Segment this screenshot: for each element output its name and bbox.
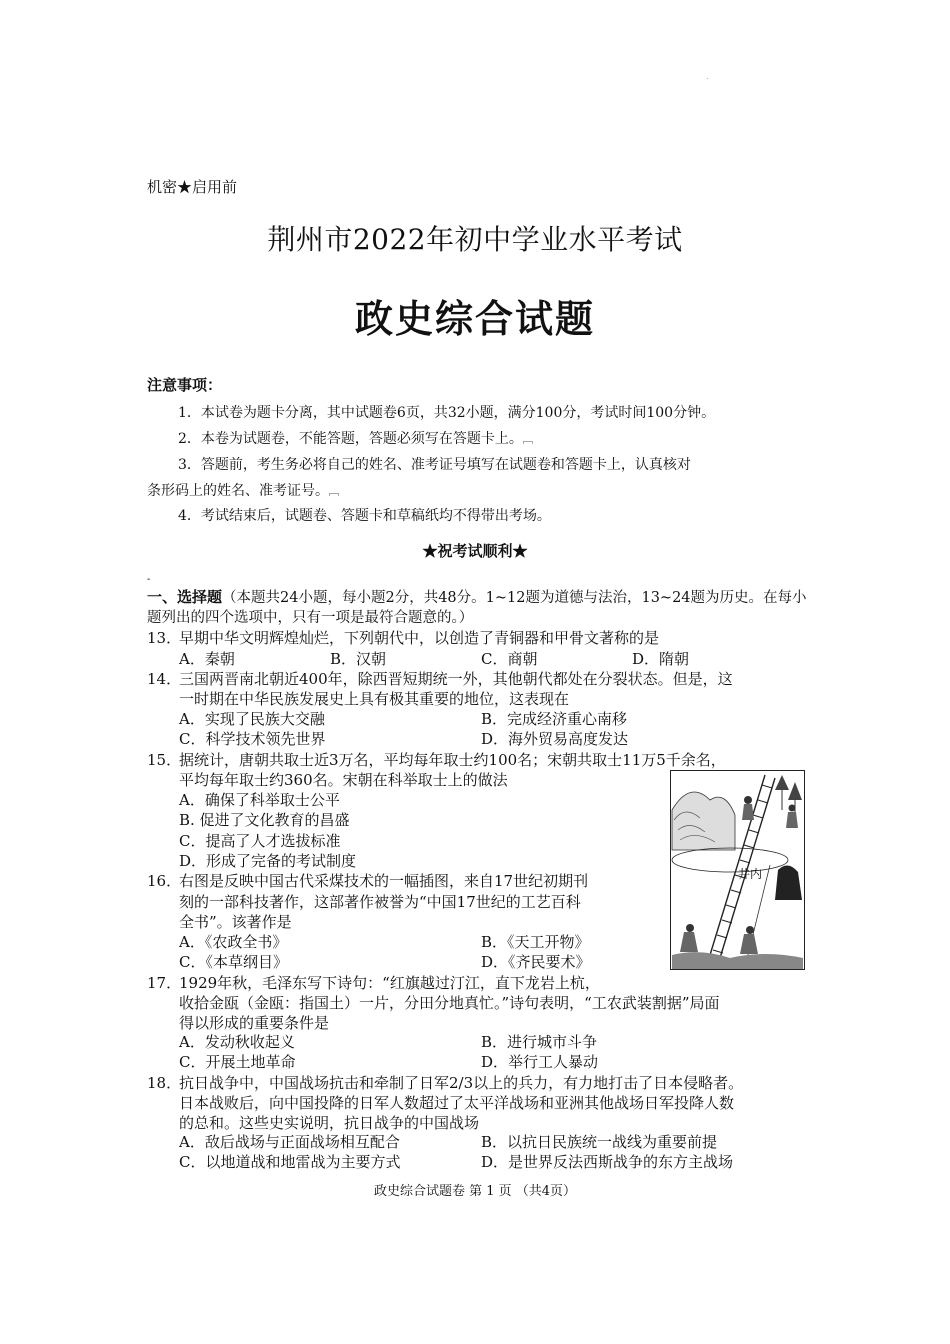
option: C．《本草纲目》 bbox=[179, 953, 288, 971]
question-number: 18． bbox=[147, 1074, 182, 1092]
option: B．以抗日民族统一战线为重要前提 bbox=[481, 1133, 718, 1151]
question-stem: 平均每年取士约360名。宋朝在科举取士上的做法 bbox=[179, 771, 508, 789]
question-stem: 全书”。该著作是 bbox=[179, 913, 292, 931]
option: D．海外贸易高度发达 bbox=[481, 730, 629, 748]
notice-item: 2．本卷为试题卷，不能答题，答题必须写在答题卡上。﹇ bbox=[178, 431, 533, 447]
option: C．提高了人才选拔标准 bbox=[179, 832, 341, 850]
question-number: 15． bbox=[147, 751, 182, 769]
question-number: 14． bbox=[147, 670, 182, 688]
exam-title: 荆州市2022年初中学业水平考试 bbox=[267, 223, 683, 256]
option: B．汉朝 bbox=[330, 650, 387, 668]
coal-mining-illustration bbox=[670, 770, 805, 970]
notice-item: 3．答题前，考生务必将自己的姓名、准考证号填写在试题卷和答题卡上，认真核对 bbox=[178, 457, 691, 473]
question-stem: 据统计，唐朝共取士近3万名，平均每年取士约100名；宋朝共取士11万5千余名， bbox=[179, 751, 726, 769]
question-stem: 右图是反映中国古代采煤技术的一幅插图，来自17世纪初期刊 bbox=[179, 872, 589, 890]
question-number: 13． bbox=[147, 629, 182, 647]
option: C．商朝 bbox=[481, 650, 538, 668]
question-stem: 1929年秋，毛泽东写下诗句：“红旗越过汀江，直下龙岩上杭， bbox=[179, 974, 600, 992]
notice-item: 1．本试卷为题卡分离，其中试题卷6页，共32小题，满分100分，考试时间100分钟。 bbox=[178, 405, 716, 421]
option: D．隋朝 bbox=[632, 650, 690, 668]
option: C．开展土地革命 bbox=[179, 1053, 296, 1071]
question-stem: 一时期在中华民族发展史上具有极其重要的地位，这表现在 bbox=[179, 690, 570, 708]
question-stem: 收拾金瓯（金瓯：指国土）一片，分田分地真忙。”诗句表明，“工农武装割据”局面 bbox=[179, 994, 720, 1012]
option: C．科学技术领先世界 bbox=[179, 730, 326, 748]
option: A．实现了民族大交融 bbox=[179, 710, 325, 728]
wish-banner: ★祝考试顺利★ bbox=[422, 542, 528, 560]
section-heading: 一、选择题（本题共24小题，每小题2分，共48分。1~12题为道德与法治，13~24题为历史。在每小题列出的四个选项中，只有一项是最符合题意的。） bbox=[147, 588, 807, 626]
page-footer: 政史综合试题卷 第 1 页 （共4页） bbox=[373, 1184, 577, 1199]
question-stem: 日本战败后，向中国投降的日军人数超过了太平洋战场和亚洲其他战场日军投降人数 bbox=[179, 1094, 735, 1112]
question-stem: 得以形成的重要条件是 bbox=[179, 1014, 330, 1032]
question-stem: 刻的一部科技著作，这部著作被誉为“中国17世纪的工艺百科 bbox=[179, 893, 581, 911]
question-number: 17． bbox=[147, 974, 182, 992]
option: D．举行工人暴动 bbox=[481, 1053, 599, 1071]
figure-label: 井内 bbox=[738, 867, 763, 881]
option: A．敌后战场与正面战场相互配合 bbox=[179, 1133, 400, 1151]
scan-dot: . bbox=[706, 72, 709, 81]
notice-item: 4．考试结束后，试题卷、答题卡和草稿纸均不得带出考场。 bbox=[178, 508, 551, 524]
option: A．确保了科举取士公平 bbox=[179, 791, 340, 809]
option: D．《齐民要术》 bbox=[481, 953, 591, 971]
option: B．《天工开物》 bbox=[481, 933, 590, 951]
option: B. 促进了文化教育的昌盛 bbox=[179, 811, 350, 829]
exam-subtitle: 政史综合试题 bbox=[354, 297, 595, 341]
option: B．完成经济重心南移 bbox=[481, 710, 628, 728]
question-stem: 早期中华文明辉煌灿烂，下列朝代中，以创造了青铜器和甲骨文著称的是 bbox=[179, 629, 660, 647]
option: A．秦朝 bbox=[179, 650, 235, 668]
option: D．形成了完备的考试制度 bbox=[179, 852, 357, 870]
question-stem: 的总和。这些史实说明，抗日战争的中国战场 bbox=[179, 1114, 480, 1132]
notice-heading: 注意事项： bbox=[147, 376, 223, 394]
divider-mark: - bbox=[147, 574, 151, 585]
question-stem: 抗日战争中，中国战场抗击和牵制了日军2/3以上的兵力，有力地打击了日本侵略者。 bbox=[179, 1074, 744, 1092]
secret-mark: 机密★启用前 bbox=[147, 178, 238, 196]
question-stem: 三国两晋南北朝近400年，除西晋短期统一外，其他朝代都处在分裂状态。但是，这 bbox=[179, 670, 733, 688]
option: D．是世界反法西斯战争的东方主战场 bbox=[481, 1153, 734, 1171]
option: A．《农政全书》 bbox=[179, 933, 288, 951]
option: B．进行城市斗争 bbox=[481, 1033, 598, 1051]
option: C．以地道战和地雷战为主要方式 bbox=[179, 1153, 401, 1171]
notice-item: 条形码上的姓名、准考证号。﹇ bbox=[147, 483, 339, 499]
option: A．发动秋收起义 bbox=[179, 1033, 295, 1051]
question-number: 16． bbox=[147, 872, 182, 890]
